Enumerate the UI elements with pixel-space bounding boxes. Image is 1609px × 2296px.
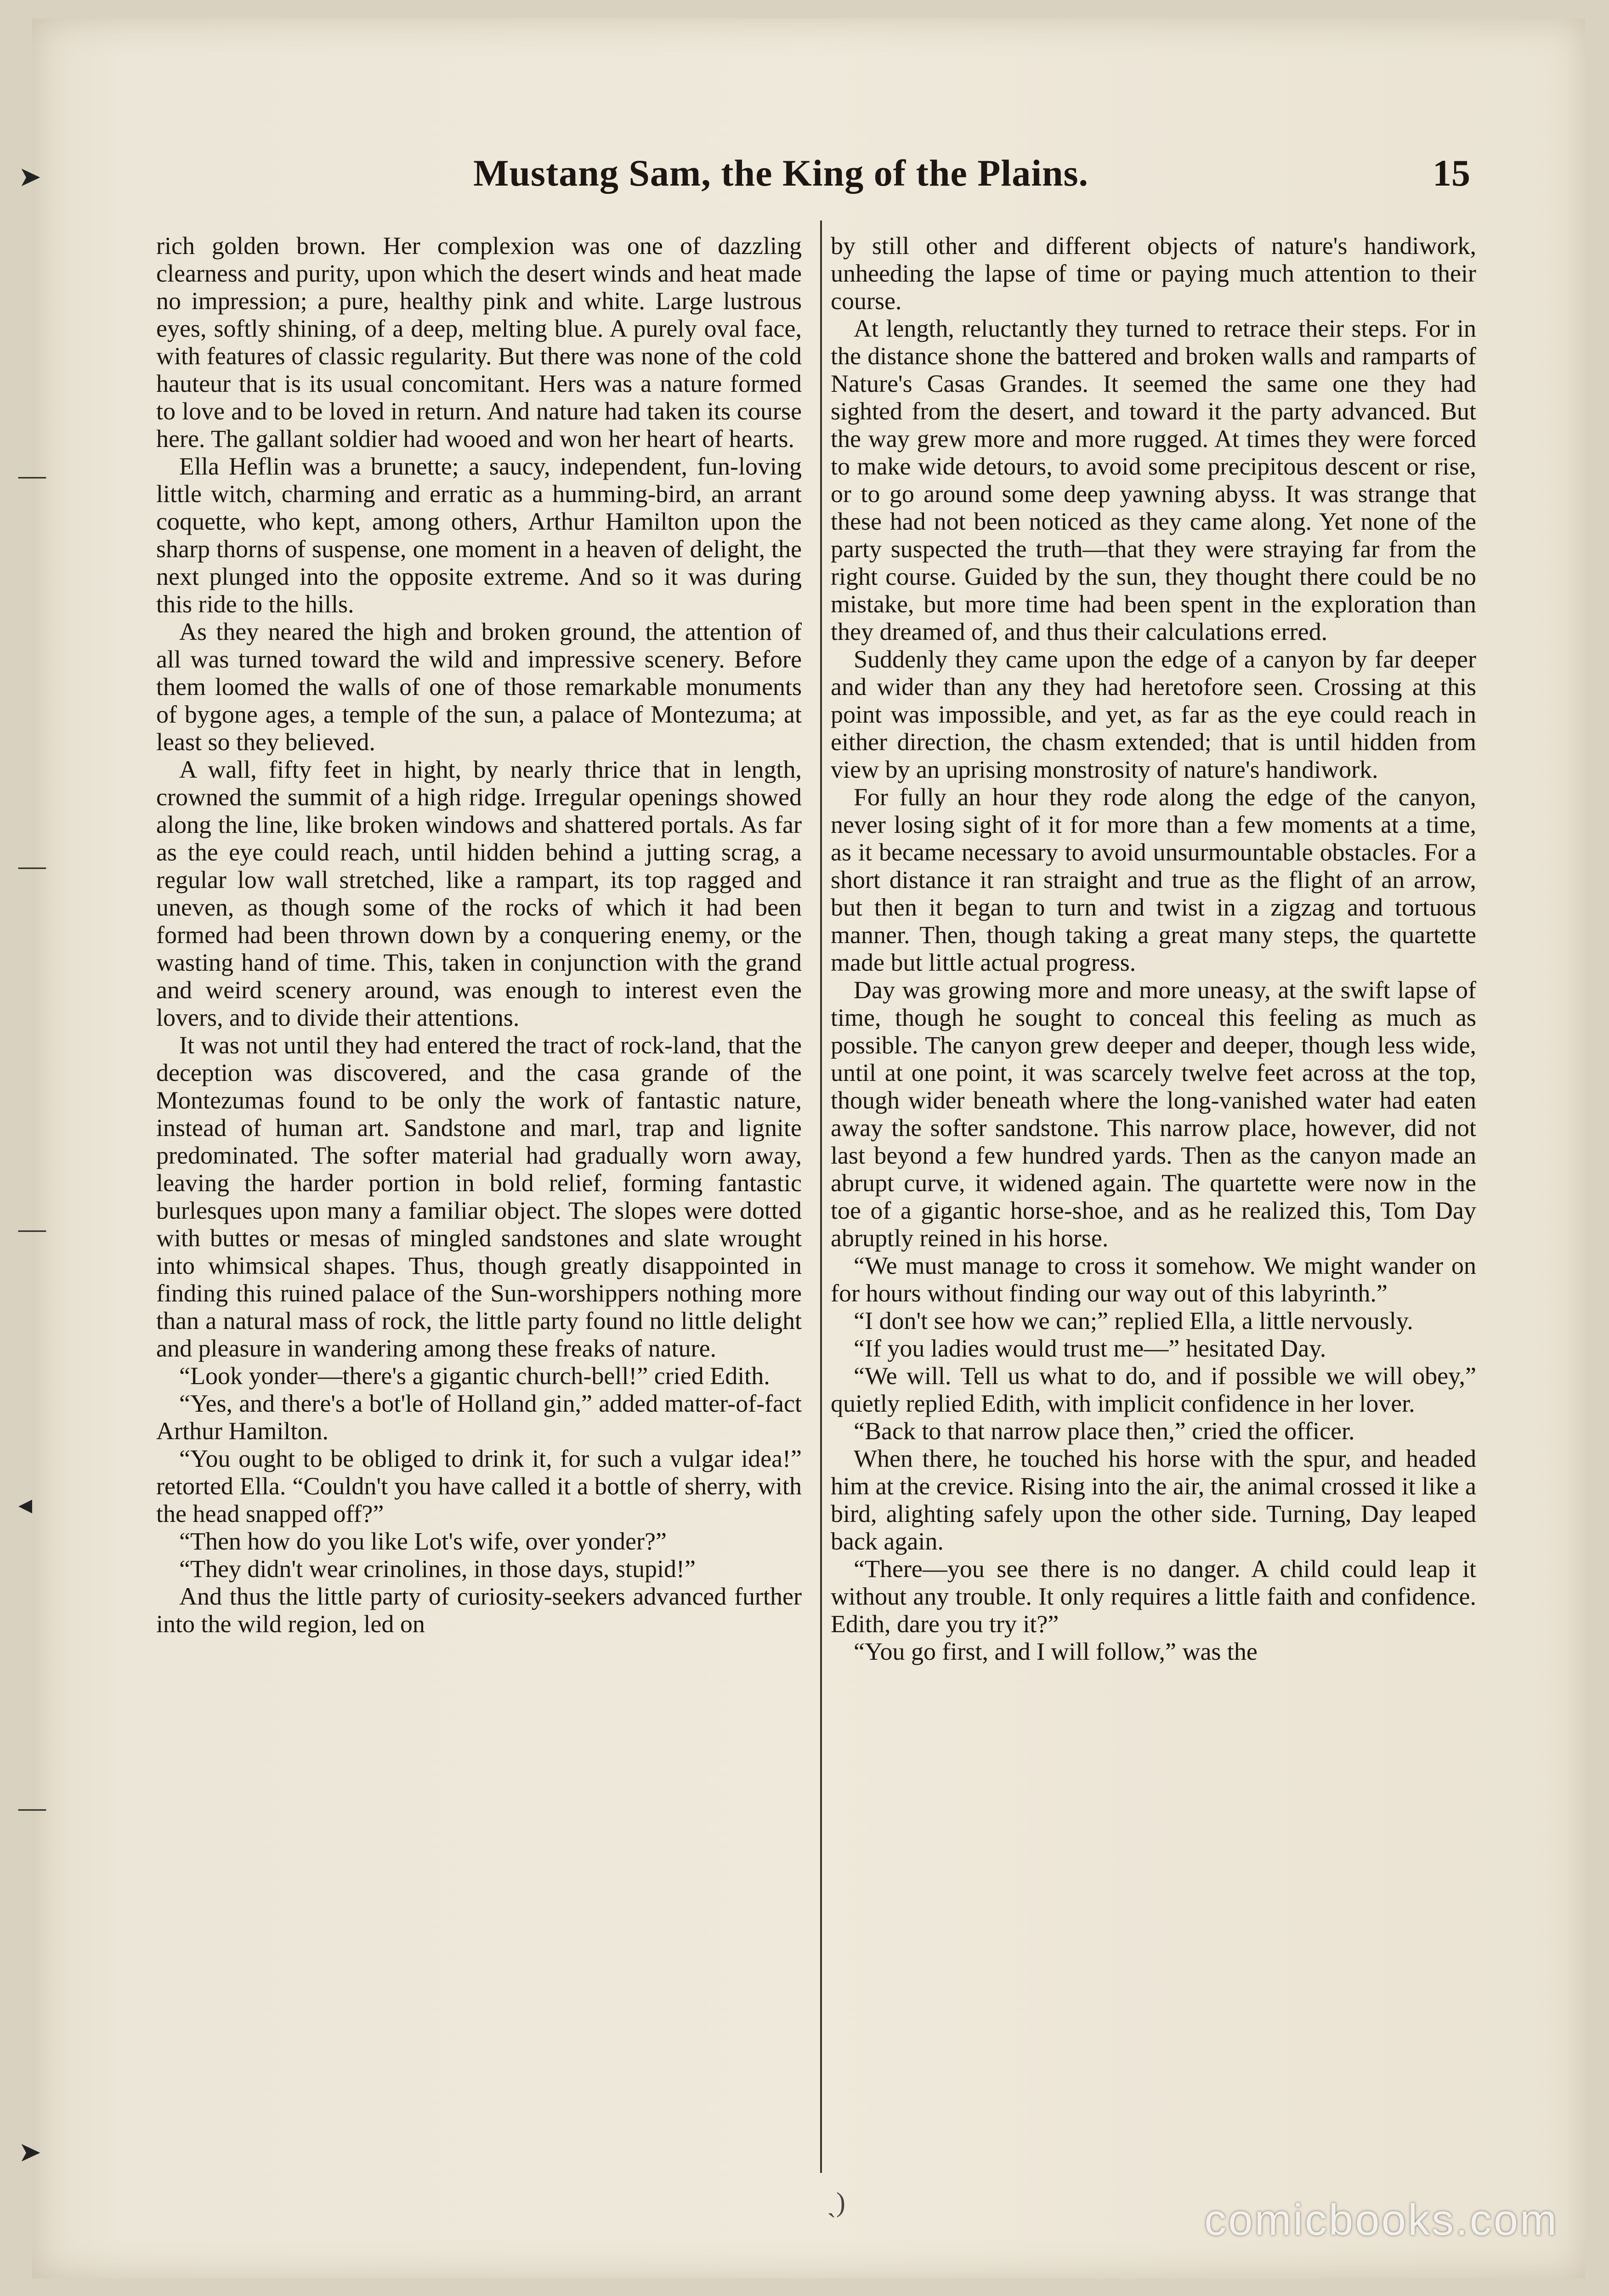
paragraph: “Yes, and there's a bot'le of Holland gin,” added matter-of-fact Arthur Hamilton. [156, 1390, 802, 1445]
column-divider [820, 221, 822, 2173]
paragraph: “We will. Tell us what to do, and if possible we will obey,” quietly replied Edith, with implicit confidence in her lover. [831, 1362, 1476, 1417]
paragraph: For fully an hour they rode along the edge of the canyon, never losing sight of it for more than a few moments at a time, as it became necessary to avoid unsurmountable obstacles. For a short distance it ran straight and true as the flight of an arrow, but then it began to turn and twist in a zigzag and tortuous manner. Then, though taking a great many steps, the quartette made but little actual progress. [831, 783, 1476, 976]
page-header [436, 152, 1470, 207]
running-title: Mustang Sam, the King of the Plains. [473, 152, 1088, 194]
paragraph: Suddenly they came upon the edge of a canyon by far deeper and wider than any they had heretofore seen. Crossing at this point was impossible, and yet, as far as the eye could reach in either direction, the chasm extended; that is until hidden from view by an uprising monstrosity of nature's handiwork. [831, 645, 1476, 783]
page-number: 15 [1433, 152, 1470, 194]
left-column [156, 232, 802, 1638]
paragraph: “You ought to be obliged to drink it, for such a vulgar idea!” retorted Ella. “Couldn't you have called it a bottle of sherry, with the head snapped off?” [156, 1445, 802, 1527]
binding-hole-mark: ➤ [18, 162, 42, 192]
paragraph: “They didn't wear crinolines, in those days, stupid!” [179, 1555, 696, 1583]
paragraph: It was not until they had entered the tract of rock-land, that the deception was discovered, and the casa grande of the Montezumas found to be only the work of fantastic nature, instead of human art. Sandstone and marl, trap and lignite predominated. The softer material had gradually worn away, leaving the harder portion in bold relief, forming fantastic burlesques upon many a familiar object. The slopes were dotted with buttes or mesas of mingled sandstones and slate wrought into whimsical shapes. Thus, though greatly disappointed in finding this ruined palace of the Sun-worshippers nothing more than a natural mass of rock, the little party found no little delight and pleasure in wandering among these freaks of nature. [156, 1031, 802, 1362]
binding-hole-mark: — [18, 850, 46, 881]
ink-smudge: ˏ) [827, 2187, 845, 2217]
paragraph: Day was growing more and more uneasy, at the swift lapse of time, though he sought to conceal this feeling as much as possible. The canyon grew deeper and deeper, though less wide, until at one point, it was scarcely twelve feet across at the top, though wider beneath where the long-vanished water had eaten away the softer sandstone. This narrow place, however, did not last beyond a few hundred yards. Then as the canyon made an abrupt curve, it widened again. The quartette were now in the toe of a gigantic horse-shoe, and as he realized this, Tom Day abruptly reined in his horse. [831, 976, 1476, 1252]
paragraph: When there, he touched his horse with the spur, and headed him at the crevice. Rising into the air, the animal crossed it like a bird, alighting safely upon the other side. Turning, Day leaped back again. [831, 1445, 1476, 1555]
paragraph: rich golden brown. Her complexion was one of dazzling clearness and purity, upon which the desert winds and heat made no impression; a pure, healthy pink and white. Large lustrous eyes, softly shining, of a deep, melting blue. A purely oval face, with features of classic regularity. But there was none of the cold hauteur that is its usual concomitant. Hers was a nature formed to love and to be loved in return. And nature had taken its course here. The gallant soldier had wooed and won her heart of hearts. [156, 232, 802, 452]
binding-hole-mark: — [18, 460, 46, 490]
paragraph: “Look yonder—there's a gigantic church-bell!” cried Edith. [179, 1362, 770, 1390]
paragraph: “If you ladies would trust me—” hesitated Day. [854, 1335, 1326, 1362]
paragraph: “Then how do you like Lot's wife, over yonder?” [179, 1527, 667, 1555]
paragraph: Ella Heflin was a brunette; a saucy, independent, fun-loving little witch, charming and erratic as a humming-bird, an arrant coquette, who kept, among others, Arthur Hamilton upon the sharp thorns of suspense, one moment in a heaven of delight, the next plunged into the opposite extreme. And so it was during this ride to the hills. [156, 452, 802, 618]
paragraph: by still other and different objects of nature's handiwork, unheeding the lapse of time or paying much attention to their course. [831, 232, 1476, 315]
paragraph: “I don't see how we can;” replied Ella, a little nervously. [854, 1307, 1413, 1335]
right-column [831, 232, 1476, 1665]
paragraph: “Back to that narrow place then,” cried the officer. [854, 1417, 1355, 1445]
paragraph: “There—you see there is no danger. A child could leap it without any trouble. It only requires a little faith and confidence. Edith, dare you try it?” [831, 1555, 1476, 1638]
paragraph: “You go first, and I will follow,” was the [854, 1638, 1258, 1665]
paragraph: “We must manage to cross it somehow. We might wander on for hours without finding our way out of this labyrinth.” [831, 1252, 1476, 1307]
paragraph: As they neared the high and broken ground, the attention of all was turned toward the wild and impressive scenery. Before them loomed the walls of one of those remarkable monuments of bygone ages, a temple of the sun, a palace of Montezuma; at least so they believed. [156, 618, 802, 756]
paragraph: And thus the little party of curiosity-seekers advanced further into the wild region, led on [156, 1583, 802, 1638]
watermark: comicbooks.com [1204, 2195, 1558, 2245]
paragraph: At length, reluctantly they turned to retrace their steps. For in the distance shone the battered and broken walls and ramparts of Nature's Casas Grandes. It seemed the same one they had sighted from the desert, and toward it the party advanced. But the way grew more and more rugged. At times they were forced to make wide detours, to avoid some precipitous descent or rise, or to go around some deep yawning abyss. It was strange that these had not been noticed as they came along. Yet none of the party suspected the truth—that they were straying far from the right course. Guided by the sun, they thought there could be no mistake, but more time had been spent in the exploration than they dreamed of, and thus their calculations erred. [831, 315, 1476, 645]
binding-hole-mark: ➤ [18, 2137, 42, 2167]
binding-hole-mark: — [18, 1792, 46, 1822]
binding-hole-mark: — [18, 1213, 46, 1244]
paragraph: A wall, fifty feet in hight, by nearly thrice that in length, crowned the summit of a high ridge. Irregular openings showed along the line, like broken windows and shattered portals. As far as the eye could reach, until hidden behind a jutting scrag, a regular low wall stretched, like a rampart, its top ragged and uneven, as though some of the rocks of which it had been formed had been thrown down by a conquering enemy, or the wasting hand of time. This, taken in conjunction with the grand and weird scenery around, was enough to interest even the lovers, and to divide their attentions. [156, 756, 802, 1031]
binding-hole-mark: ◂ [18, 1489, 33, 1520]
